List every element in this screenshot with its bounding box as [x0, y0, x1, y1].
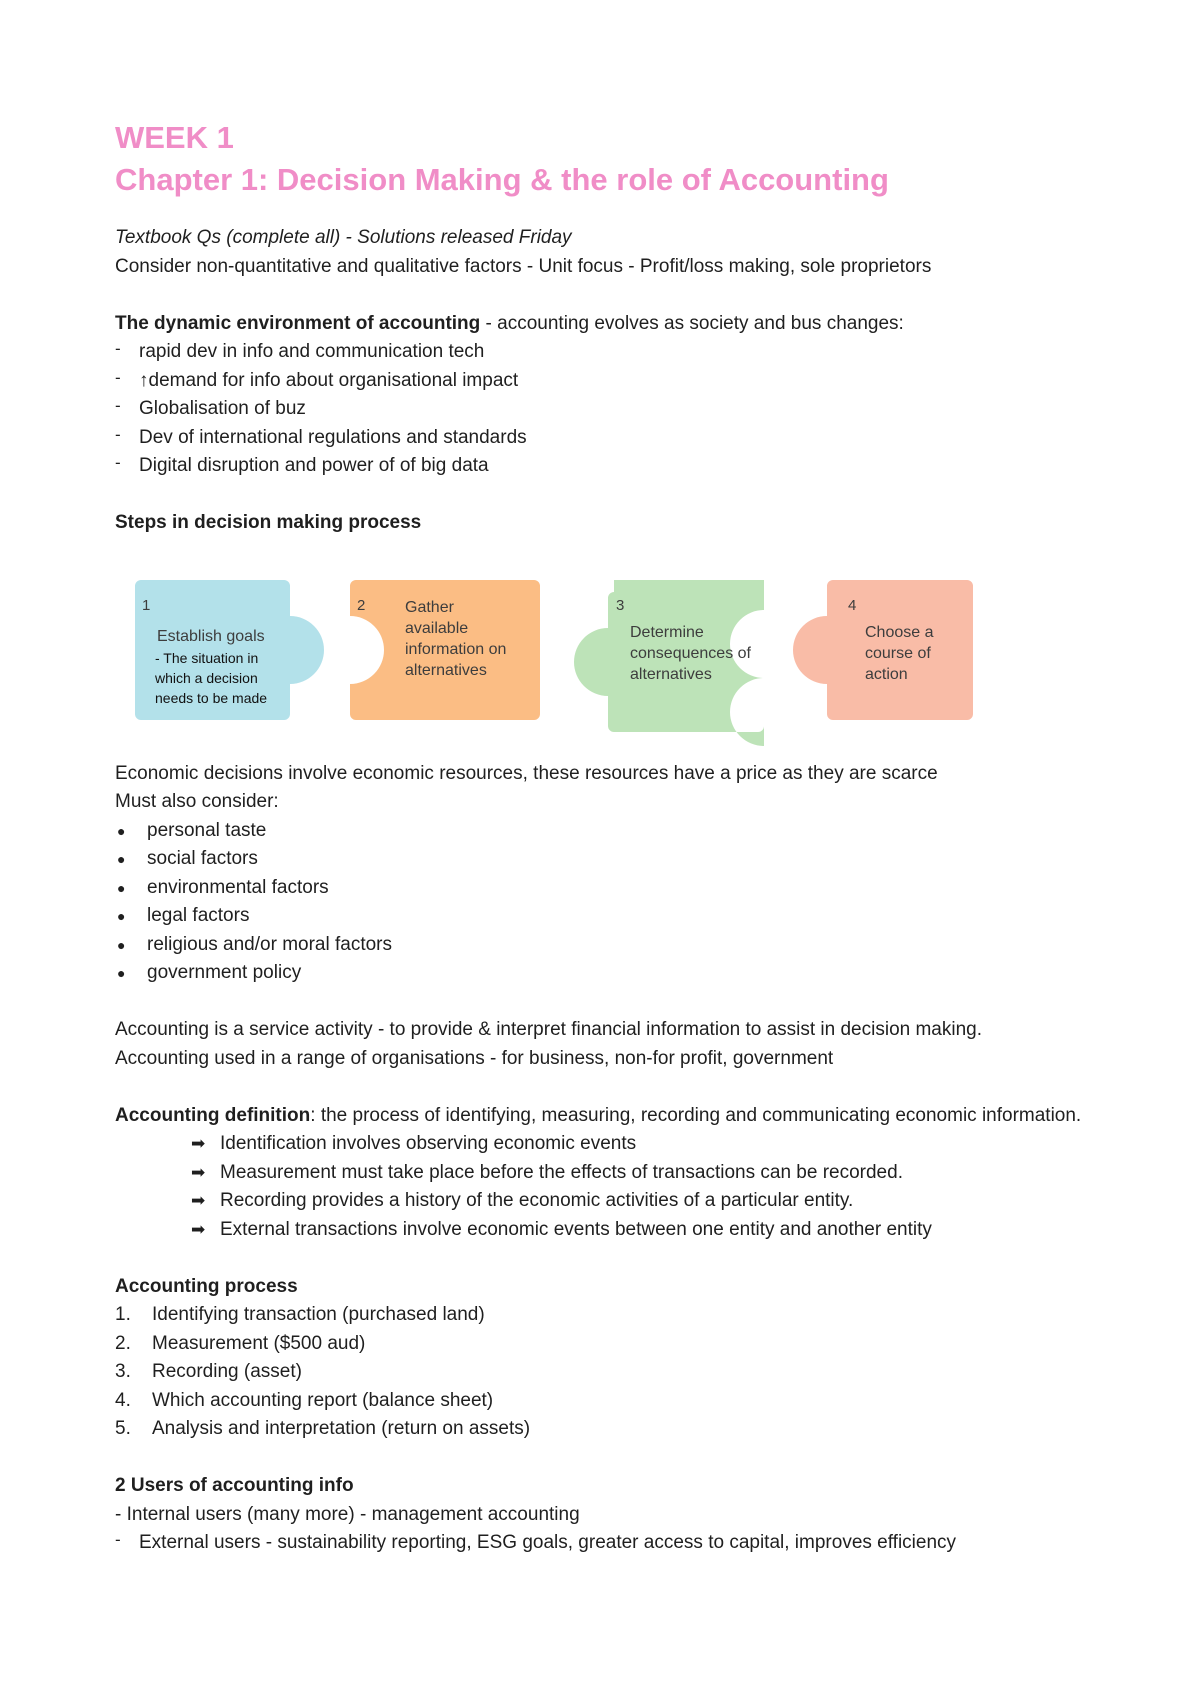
- internal-users-text: - Internal users (many more) - management accounting: [115, 1503, 580, 1525]
- step-3-label: Determine consequences of alternatives: [630, 623, 751, 683]
- users-heading: 2 Users of accounting info: [115, 1475, 354, 1496]
- step-4-label: Choose a course of action: [865, 623, 934, 683]
- accounting-definition-paragraph: [115, 1102, 1095, 1131]
- chapter-heading: Chapter 1: Decision Making & the role of Accounting: [115, 162, 889, 197]
- economic-decisions-text: Economic decisions involve economic resources, these resources have a price as they are scarce: [115, 762, 938, 784]
- list-item: ➡ Identification involves observing economic events: [191, 1133, 637, 1154]
- list-item: ● social factors: [117, 848, 258, 869]
- list-item: ● personal taste: [117, 819, 267, 841]
- list-item: 4. Which accounting report (balance sheet): [115, 1389, 494, 1411]
- considerations-list: [115, 817, 1095, 988]
- service-activity-text: Accounting is a service activity - to provide & interpret financial information to assist in decision making.: [115, 1019, 983, 1040]
- step-1-sublabel: - The situation in which a decision needs to be made: [155, 649, 268, 706]
- steps-heading: Steps in decision making process: [115, 512, 422, 533]
- decision-steps-diagram: [115, 552, 1095, 752]
- external-users-text: External users - sustainability reporting, ESG goals, greater access to capital, improves efficiency: [139, 1532, 957, 1553]
- week-heading: WEEK 1: [115, 120, 234, 155]
- unit-focus-note: Consider non-quantitative and qualitative factors - Unit focus - Profit/loss making, sole proprietors: [115, 255, 932, 277]
- list-item: ● environmental factors: [117, 876, 329, 898]
- document-content: [115, 118, 1095, 1558]
- list-item: 3. Recording (asset): [115, 1361, 302, 1382]
- step-number-2: 2: [357, 596, 366, 614]
- list-item: ● government policy: [117, 962, 302, 983]
- step-2-label: Gather available information on alternatives: [405, 598, 507, 679]
- definition-list: [115, 1130, 1095, 1244]
- textbook-note: Textbook Qs (complete all) - Solutions released Friday: [115, 227, 572, 248]
- list-item: - ↑demand for info about organisational impact: [115, 367, 519, 391]
- list-item: - Globalisation of buz: [115, 396, 306, 419]
- dynamic-environment-list: [115, 338, 1095, 481]
- list-item: ➡ Measurement must take place before the effects of transactions can be recorded.: [191, 1161, 903, 1183]
- step-number-3: 3: [616, 596, 625, 614]
- external-users-list: [115, 1529, 1095, 1558]
- accounting-definition-heading: Accounting definition: [115, 1104, 311, 1126]
- step-number-1: 1: [142, 596, 151, 614]
- list-item: 1. Identifying transaction (purchased land): [115, 1304, 485, 1325]
- list-item: ● religious and/or moral factors: [117, 933, 392, 955]
- list-item: - External users - sustainability reporting, ESG goals, greater access to capital, improves efficiency: [115, 1530, 957, 1553]
- accounting-process-list: [115, 1301, 1095, 1444]
- list-item: - Digital disruption and power of of big data: [115, 453, 489, 476]
- dynamic-environment-text: - accounting evolves as society and bus changes:: [480, 312, 904, 334]
- list-item: ➡ External transactions involve economic events between one entity and another entity: [191, 1218, 932, 1240]
- list-item: ➡ Recording provides a history of the economic activities of a particular entity.: [191, 1190, 854, 1211]
- list-item: ● legal factors: [117, 905, 250, 926]
- list-item: 5. Analysis and interpretation (return on assets): [115, 1418, 531, 1439]
- dynamic-environment-paragraph: [115, 310, 1095, 339]
- list-item: 2. Measurement ($500 aud): [115, 1332, 366, 1354]
- dynamic-environment-heading: The dynamic environment of accounting: [115, 312, 481, 334]
- step-number-4: 4: [848, 596, 857, 614]
- list-item: - Dev of international regulations and standards: [115, 424, 527, 448]
- accounting-process-heading: Accounting process: [115, 1275, 298, 1297]
- list-item: - rapid dev in info and communication tech: [115, 339, 485, 362]
- accounting-definition-text: : the process of identifying, measuring, recording and communicating economic information.: [310, 1104, 1082, 1126]
- step-1-label: Establish goals: [157, 627, 265, 645]
- organisations-text: Accounting used in a range of organisations - for business, non-for profit, government: [115, 1047, 834, 1069]
- must-consider-text: Must also consider:: [115, 791, 279, 812]
